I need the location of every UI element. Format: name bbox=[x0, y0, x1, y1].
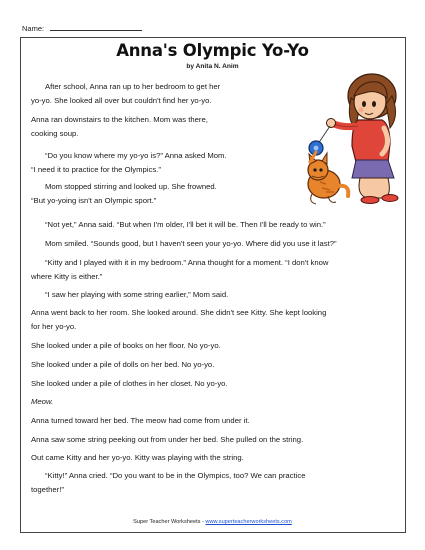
story-paragraph-13 bbox=[31, 395, 53, 409]
story-paragraph-7 bbox=[31, 256, 328, 283]
story-paragraph-6 bbox=[31, 237, 337, 251]
story-paragraph-16 bbox=[31, 451, 244, 465]
paragraph-line: “Not yet,” Anna said. “But when I'm older, I'll bet it will be. Then I'll be ready to win.” bbox=[45, 220, 326, 229]
paragraph-line: Mom stopped stirring and looked up. She frowned. bbox=[45, 182, 217, 191]
name-label: Name: bbox=[22, 24, 45, 33]
paragraph-line: where Kitty is either.” bbox=[31, 271, 103, 281]
name-line[interactable] bbox=[50, 24, 142, 31]
girl-and-cat-illustration bbox=[260, 66, 410, 216]
paragraph-line: Anna turned toward her bed. The meow had come from under it. bbox=[31, 416, 250, 425]
footer-separator: - bbox=[200, 519, 206, 525]
story-paragraph-5 bbox=[31, 218, 326, 232]
story-paragraph-15 bbox=[31, 433, 303, 447]
story-paragraph-12 bbox=[31, 377, 228, 391]
paragraph-line: After school, Anna ran up to her bedroom to get her bbox=[45, 82, 221, 91]
paragraph-line: Meow. bbox=[31, 397, 54, 406]
paragraph-line: yo-yo. She looked all over but couldn't find her yo-yo. bbox=[31, 95, 212, 105]
story-title: Anna's Olympic Yo-Yo bbox=[116, 41, 309, 60]
story-paragraph-2 bbox=[31, 113, 208, 140]
cat-illustration bbox=[308, 152, 348, 204]
story-paragraph-10 bbox=[31, 339, 221, 353]
yo-yo-illustration bbox=[309, 126, 330, 155]
story-paragraph-14 bbox=[31, 414, 250, 428]
story-paragraph-8 bbox=[31, 288, 228, 302]
paragraph-line: together!” bbox=[31, 484, 64, 494]
footer-link[interactable]: www.superteacherworksheets.com bbox=[205, 519, 292, 525]
paragraph-line: Mom smiled. “Sounds good, but I haven't seen your yo-yo. Where did you use it last?” bbox=[45, 239, 337, 248]
paragraph-line: “But yo-yoing isn't an Olympic sport.” bbox=[31, 195, 157, 205]
paragraph-line: for her yo-yo. bbox=[31, 321, 77, 331]
paragraph-line: “Kitty and I played with it in my bedroom.” Anna thought for a moment. “I don't know bbox=[45, 258, 329, 267]
paragraph-line: “Do you know where my yo-yo is?” Anna asked Mom. bbox=[45, 151, 227, 160]
story-byline: by Anita N. Anim bbox=[186, 63, 239, 70]
paragraph-line: Anna ran downstairs to the kitchen. Mom was there, bbox=[31, 115, 208, 124]
paragraph-line: She looked under a pile of books on her floor. No yo-yo. bbox=[31, 341, 221, 350]
story-paragraph-4 bbox=[31, 180, 217, 207]
story-paragraph-17 bbox=[31, 469, 306, 496]
paragraph-line: She looked under a pile of clothes in her closet. No yo-yo. bbox=[31, 379, 228, 388]
paragraph-line: Anna saw some string peeking out from under her bed. She pulled on the string. bbox=[31, 435, 304, 444]
paragraph-line: “I saw her playing with some string earlier,” Mom said. bbox=[45, 290, 229, 299]
story-paragraph-11 bbox=[31, 358, 214, 372]
story-paragraph-3 bbox=[31, 149, 227, 176]
name-row bbox=[22, 24, 142, 33]
paragraph-line: cooking soup. bbox=[31, 128, 79, 138]
paragraph-line: “I need it to practice for the Olympics.” bbox=[31, 164, 161, 174]
paragraph-line: Out came Kitty and her yo-yo. Kitty was playing with the string. bbox=[31, 453, 244, 462]
paragraph-line: “Kitty!” Anna cried. “Do you want to be in the Olympics, too? We can practice bbox=[45, 471, 306, 480]
footer-brand: Super Teacher Worksheets bbox=[133, 519, 201, 525]
paragraph-line: She looked under a pile of dolls on her bed. No yo-yo. bbox=[31, 360, 215, 369]
story-paragraph-9 bbox=[31, 306, 326, 333]
story-paragraph-1 bbox=[31, 80, 220, 107]
paragraph-line: Anna went back to her room. She looked around. She didn't see Kitty. She kept looking bbox=[31, 308, 327, 317]
footer bbox=[0, 519, 425, 525]
